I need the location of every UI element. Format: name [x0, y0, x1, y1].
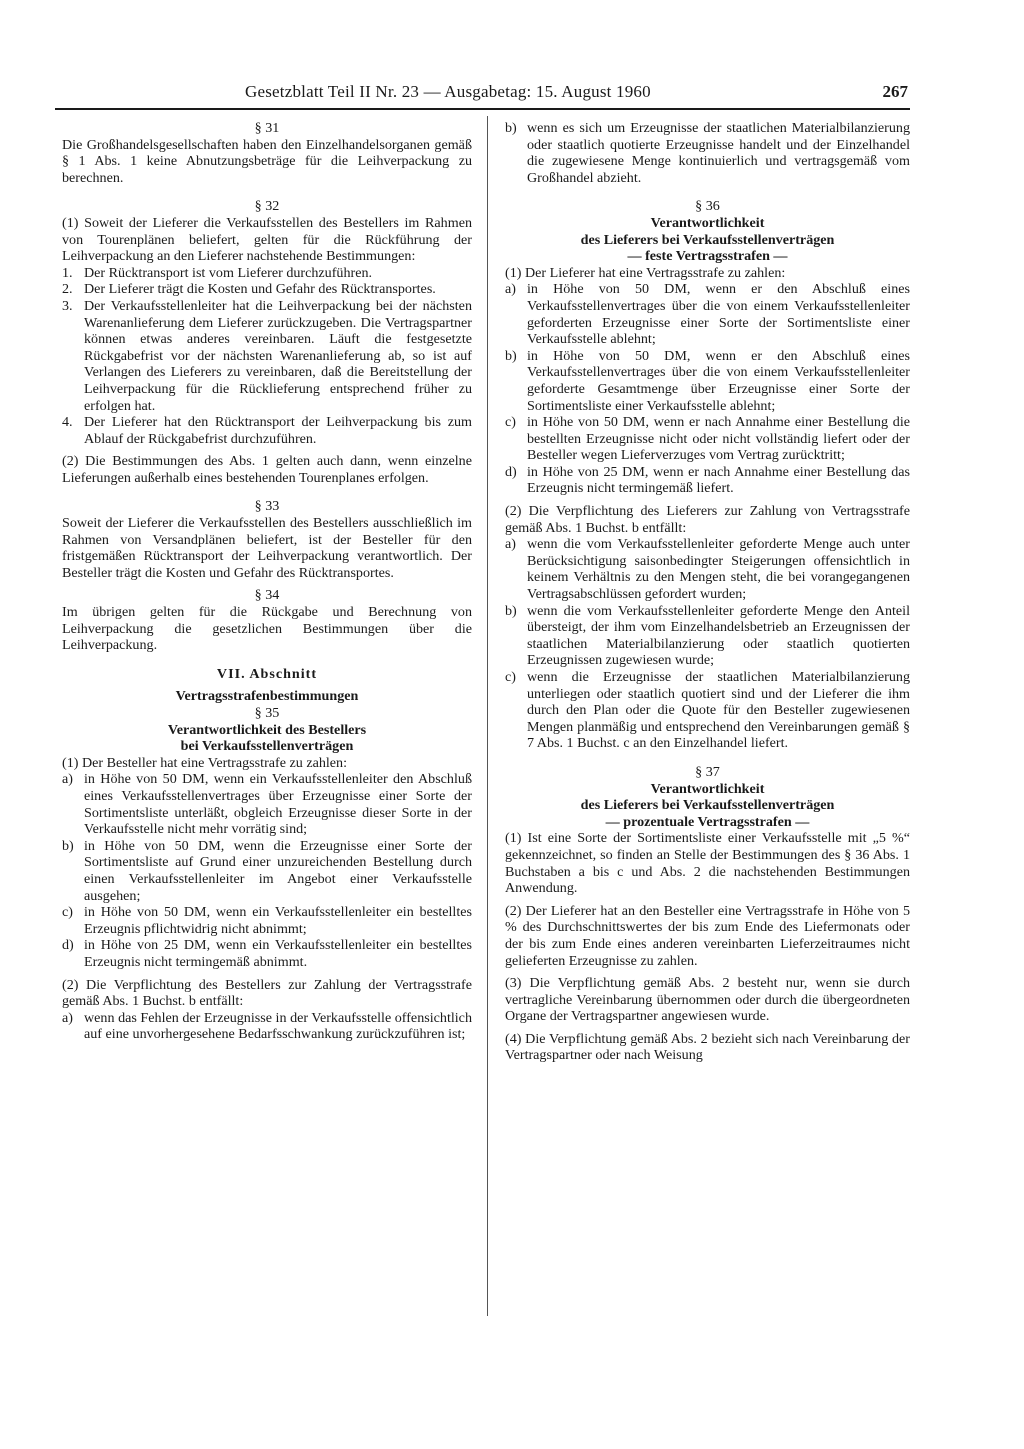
- page-header: [55, 80, 910, 110]
- list-item: d) in Höhe von 25 DM, wenn er nach Annahme einer Bestellung das Erzeugnis nicht termingemäß liefert.: [505, 463, 910, 497]
- list-item: a) wenn das Fehlen der Erzeugnisse in der Verkaufsstelle offensichtlich auf eine unvorhergesehene Bedarfsschwankung zurückzuführen ist;: [62, 1009, 472, 1043]
- column-divider: [487, 116, 488, 1316]
- section-34-text: Im übrigen gelten für die Rückgabe und Berechnung von Leihverpackung die gesetzlichen Bestimmungen über die Leihverpackung.: [62, 604, 472, 654]
- section-37-para-1: (1) Ist eine Sorte der Sortimentsliste einer Verkaufsstelle mit „5 %“ gekennzeichnet, so finden an Stelle der Bestimmungen des § 36 Abs. 1 Buchstaben a bis c und Abs. 2 die nachstehenden Bestimmungen Anwendung.: [505, 830, 910, 897]
- section-35-subtitle: bei Verkaufsstellenverträgen: [180, 738, 354, 755]
- section-32-heading: § 32: [254, 198, 280, 215]
- list-item: c) in Höhe von 50 DM, wenn er nach Annahme einer Bestellung die bestellten Erzeugnisse nicht oder nicht vollständig liefert oder der Besteller wegen Lieferverzuges vom Vertrag zurücktritt;: [505, 414, 910, 464]
- chapter-heading: VII. Abschnitt: [216, 665, 318, 682]
- section-33-text: Soweit der Lieferer die Verkaufsstellen des Bestellers ausschließlich im Rahmen von Versandplänen beliefert, ist der Besteller für den fristgemäßen Rücktransport der Leihverpackung verantwortlich. Der Besteller trägt die Kosten und Gefahr des Rücktransportes.: [62, 515, 472, 581]
- section-35-para-1: (1) Der Besteller hat eine Vertragsstrafe zu zahlen:: [62, 754, 348, 771]
- section-34-heading: § 34: [254, 587, 280, 604]
- list-item: 1. Der Rücktransport ist vom Lieferer durchzuführen.: [62, 264, 373, 281]
- list-item: b) in Höhe von 50 DM, wenn die Erzeugnisse einer Sorte der Sortimentsliste auf Grund einer unzureichenden Bestellung durch einen Verkaufsstellenleiter im Angebot einer Verkaufsstelle ausgehen;: [62, 837, 472, 904]
- section-36-heading: § 36: [695, 198, 720, 215]
- section-36-para-1: (1) Der Lieferer hat eine Vertragsstrafe zu zahlen:: [505, 264, 786, 281]
- list-item: c) in Höhe von 50 DM, wenn ein Verkaufsstellenleiter ein bestelltes Erzeugnis pflichtwidrig nicht abnimmt;: [62, 904, 472, 937]
- section-37-subtitle-2: — prozentuale Vertragsstrafen —: [605, 813, 810, 830]
- section-32-para-2: (2) Die Bestimmungen des Abs. 1 gelten auch dann, wenn einzelne Lieferungen außerhalb eines bestehenden Tourenplanes erfolgen.: [62, 453, 472, 486]
- list-item: b) wenn die vom Verkaufsstellenleiter geforderte Menge den Anteil übersteigt, der ihm vom Einzelhandelsbetrieb an Erzeugnissen der staatlichen Materialbilanzierung oder staatlich quotierten Erzeugnissen zugewiesen wurde;: [505, 602, 910, 669]
- section-36-title: Verantwortlichkeit: [650, 214, 765, 231]
- list-item: b) in Höhe von 50 DM, wenn er den Abschluß eines Verkaufsstellenvertrages über die von einem Verkaufsstellenleiter geforderte Gesamtmenge über Erzeugnisse einer Sorte der Sortimentsliste einer Verkaufsstelle ablehnt;: [505, 347, 910, 414]
- section-36-para-2: (2) Die Verpflichtung des Lieferers zur Zahlung von Vertragsstrafe gemäß Abs. 1 Buchst. b entfällt:: [505, 503, 910, 536]
- section-31-heading: § 31: [254, 120, 280, 136]
- right-column: [505, 120, 910, 1064]
- left-column: [62, 120, 472, 1043]
- section-37-title: Verantwortlichkeit: [650, 780, 765, 797]
- section-35-heading: § 35: [254, 705, 280, 721]
- list-item: 4. Der Lieferer hat den Rücktransport der Leihverpackung bis zum Ablauf der Rückgabefrist durchzuführen.: [62, 414, 472, 447]
- list-item: 2. Der Lieferer trägt die Kosten und Gefahr des Rücktransportes.: [62, 281, 436, 298]
- section-31-text: Die Großhandelsgesellschaften haben den Einzelhandelsorganen gemäß § 1 Abs. 1 keine Abnutzungsbeträge für die Leihverpackung zu berechnen.: [62, 136, 472, 186]
- section-36-subtitle: des Lieferers bei Verkaufsstellenverträgen: [580, 231, 835, 248]
- section-37-para-4: (4) Die Verpflichtung gemäß Abs. 2 bezieht sich nach Vereinbarung der Vertragspartner oder nach Weisung: [505, 1030, 910, 1064]
- chapter-title: Vertragsstrafenbestimmungen: [175, 688, 359, 705]
- list-item: a) in Höhe von 50 DM, wenn ein Verkaufsstellenleiter den Abschluß eines Verkaufsstellenvertrages über Erzeugnisse einer Sorte der Sortimentsliste unterläßt, obgleich Erzeugnisse dieser Sorte in der Verkaufsstelle nicht mehr vorrätig sind;: [62, 771, 472, 838]
- section-32-para-1: (1) Soweit der Lieferer die Verkaufsstellen des Bestellers im Rahmen von Tourenplänen beliefert, gelten für die Rückführung der Leihverpackung an den Lieferer nachstehende Bestimmungen:: [62, 214, 472, 265]
- page-number: 267: [882, 82, 908, 101]
- section-37-para-2: (2) Der Lieferer hat an den Besteller eine Vertragsstrafe in Höhe von 5 % des Durchschnittswertes der bis zum Ende des Liefermonats oder der bis zum Ende eines anderen vereinbarten Lieferzeitraumes nicht gelieferten Erzeugnisse zu zahlen.: [505, 902, 910, 969]
- section-36-subtitle-2: — feste Vertragsstrafen —: [627, 248, 788, 265]
- list-item: a) in Höhe von 50 DM, wenn er den Abschluß eines Verkaufsstellenvertrages über die von einem Verkaufsstellenleiter geforderten Erzeugnisse einer Sorte der Sortimentsliste einer Verkaufsstelle ablehnt;: [505, 281, 910, 348]
- section-37-para-3: (3) Die Verpflichtung gemäß Abs. 2 besteht nur, wenn sie durch vertragliche Vereinbarung übernommen oder durch die übergeordneten Organe der Vertragspartner angewiesen wurde.: [505, 975, 910, 1025]
- list-item: a) wenn die vom Verkaufsstellenleiter geforderte Menge auch unter Berücksichtigung saisonbedingter Steigerungen offensichtlich in keinem Verhältnis zu den Mengen steht, die bei vorangegangenen Vertragsabschlüssen gefordert wurden;: [505, 536, 910, 603]
- list-item: d) in Höhe von 25 DM, wenn ein Verkaufsstellenleiter ein bestelltes Erzeugnis nicht termingemäß abnimmt.: [62, 937, 472, 970]
- section-33-heading: § 33: [254, 498, 280, 515]
- section-35-title: Verantwortlichkeit des Bestellers: [167, 721, 367, 738]
- list-item: 3. Der Verkaufsstellenleiter hat die Leihverpackung bei der nächsten Warenanlieferung dem Lieferer zurückzugeben. Die Vertragspartner können etwas anderes vereinbaren. Läuft die festgesetzte Rückgabefrist vor der nächsten Warenanlieferung ab, so ist auf Verlangen des Lieferers zu vereinbaren, daß die Bereitstellung der Leihverpackung für die Rücklieferung entsprechend früher zu erfolgen hat.: [62, 297, 472, 414]
- gazette-title: Gesetzblatt Teil II Nr. 23 — Ausgabetag: 15. August 1960: [245, 82, 651, 101]
- list-item: c) wenn die Erzeugnisse der staatlichen Materialbilanzierung unterliegen oder staatlich quotiert sind und der Lieferer die ihm durch den Plan oder die Quote für den Besteller zugewiesenen Mengen planmäßig und entsprechend den Vereinbarungen gemäß § 7 Abs. 1 Buchst. c an den Einzelhandel liefert.: [505, 669, 910, 752]
- section-35-para-2: (2) Die Verpflichtung des Bestellers zur Zahlung der Vertragsstrafe gemäß Abs. 1 Buchst. b entfällt:: [62, 976, 472, 1010]
- list-item: b) wenn es sich um Erzeugnisse der staatlichen Materialbilanzierung oder staatlich quotierte Erzeugnisse handelt und der Einzelhandel die zugewiesene Menge kontinuierlich und vertragsgemäß vom Großhandel abzieht.: [505, 120, 910, 186]
- section-37-heading: § 37: [695, 763, 720, 780]
- section-37-subtitle: des Lieferers bei Verkaufsstellenverträgen: [580, 797, 835, 814]
